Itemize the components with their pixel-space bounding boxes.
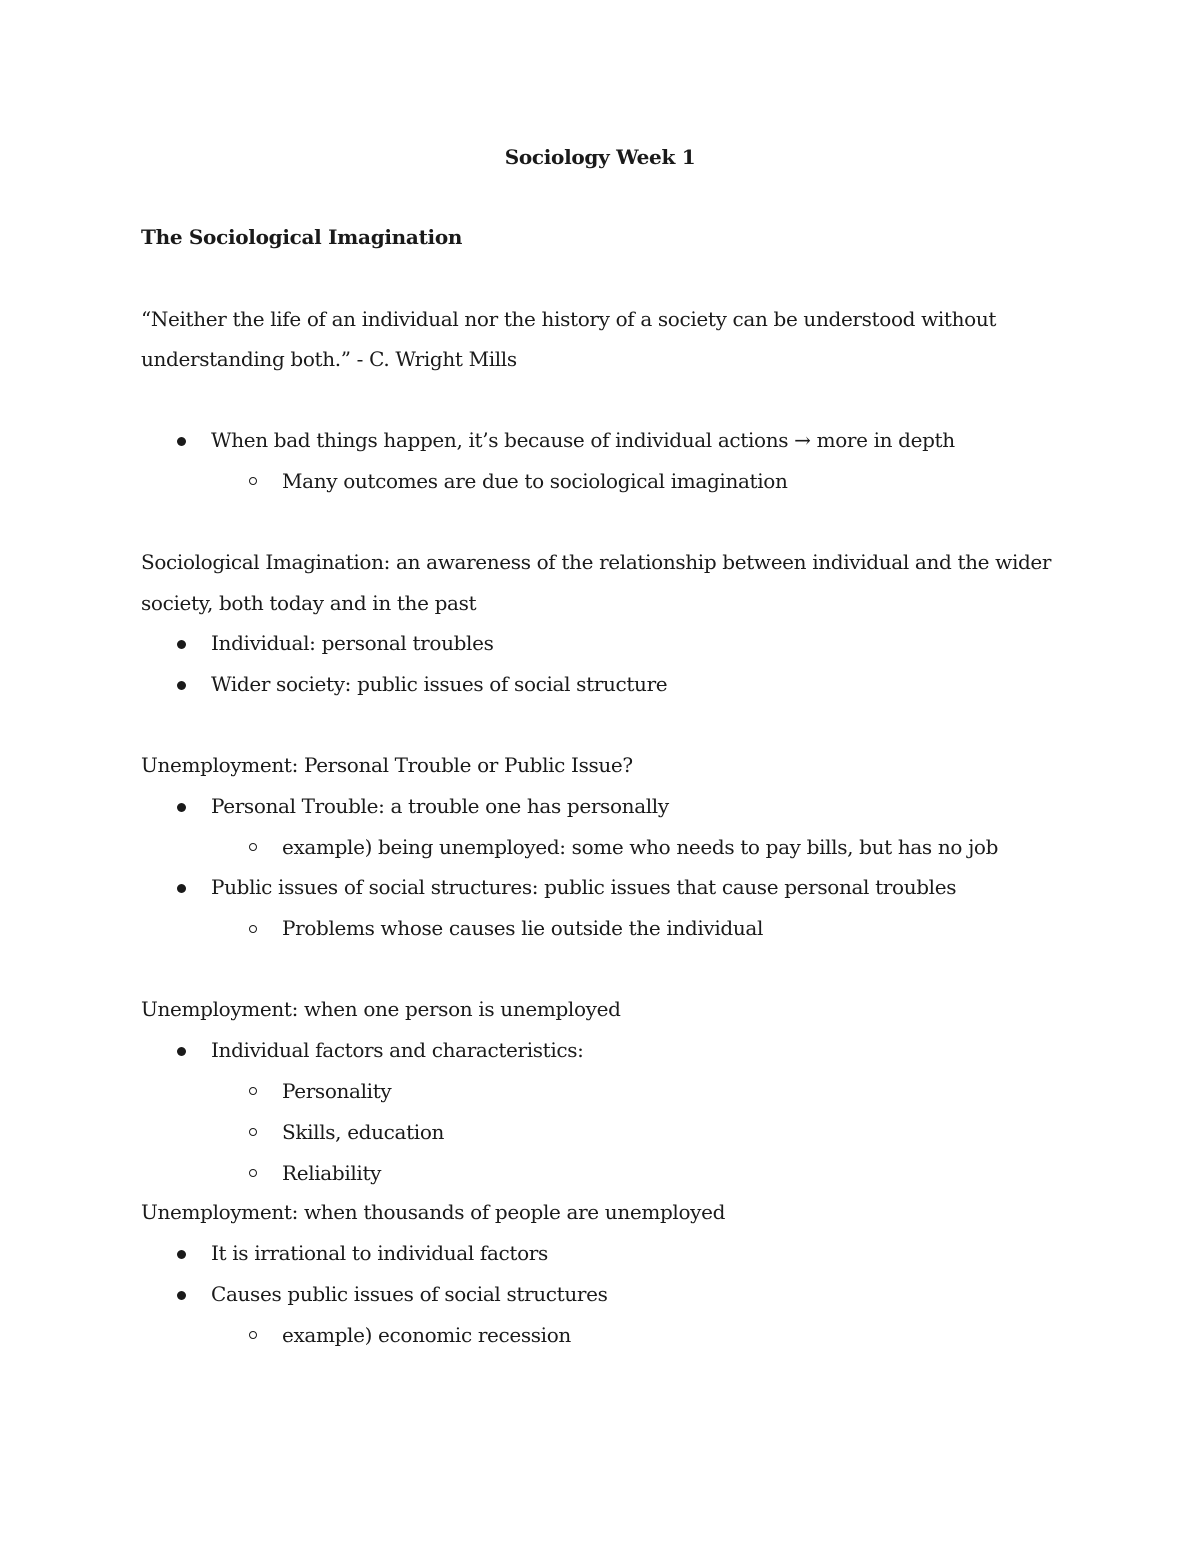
unemployment-one-heading: Unemployment: when one person is unemployed xyxy=(141,997,621,1021)
quote-line-2: understanding both.” - C. Wright Mills xyxy=(141,347,517,371)
list-sub-item: Many outcomes are due to sociological imagination xyxy=(282,469,788,493)
sub-bullet-icon xyxy=(249,925,257,933)
document-title: Sociology Week 1 xyxy=(504,145,696,169)
sub-bullet-icon xyxy=(249,477,257,485)
definition-line-1: Sociological Imagination: an awareness of the relationship between individual and the wider xyxy=(141,550,1052,574)
sub-bullet-icon xyxy=(249,1331,257,1339)
list-item: Public issues of social structures: public issues that cause personal troubles xyxy=(211,875,957,899)
list-sub-item: Problems whose causes lie outside the individual xyxy=(282,916,763,940)
sub-bullet-icon xyxy=(249,1128,257,1136)
list-item: Causes public issues of social structures xyxy=(211,1282,608,1306)
question-line: Unemployment: Personal Trouble or Public Issue? xyxy=(141,753,633,777)
bullet-icon xyxy=(177,803,186,812)
section-heading: The Sociological Imagination xyxy=(141,225,463,249)
unemployment-thousands-heading: Unemployment: when thousands of people are unemployed xyxy=(141,1200,726,1224)
list-item: It is irrational to individual factors xyxy=(211,1241,548,1265)
list-sub-item: Personality xyxy=(282,1079,392,1103)
list-sub-item: Reliability xyxy=(282,1161,382,1185)
sub-bullet-icon xyxy=(249,1087,257,1095)
list-sub-item: example) being unemployed: some who needs to pay bills, but has no job xyxy=(282,835,999,859)
bullet-icon xyxy=(177,1291,186,1300)
bullet-icon xyxy=(177,884,186,893)
list-item: Individual factors and characteristics: xyxy=(211,1038,584,1062)
list-item: Wider society: public issues of social structure xyxy=(211,672,668,696)
sub-bullet-icon xyxy=(249,1169,257,1177)
list-item: When bad things happen, it’s because of individual actions → more in depth xyxy=(211,428,955,452)
bullet-icon xyxy=(177,1047,186,1056)
bullet-icon xyxy=(177,640,186,649)
list-item: Personal Trouble: a trouble one has personally xyxy=(211,794,669,818)
list-sub-item: Skills, education xyxy=(282,1120,445,1144)
quote-line-1: “Neither the life of an individual nor the history of a society can be understood without xyxy=(141,307,997,331)
bullet-icon xyxy=(177,437,186,446)
definition-line-2: society, both today and in the past xyxy=(141,591,477,615)
bullet-icon xyxy=(177,1250,186,1259)
list-item: Individual: personal troubles xyxy=(211,631,494,655)
list-sub-item: example) economic recession xyxy=(282,1323,571,1347)
bullet-icon xyxy=(177,681,186,690)
sub-bullet-icon xyxy=(249,843,257,851)
